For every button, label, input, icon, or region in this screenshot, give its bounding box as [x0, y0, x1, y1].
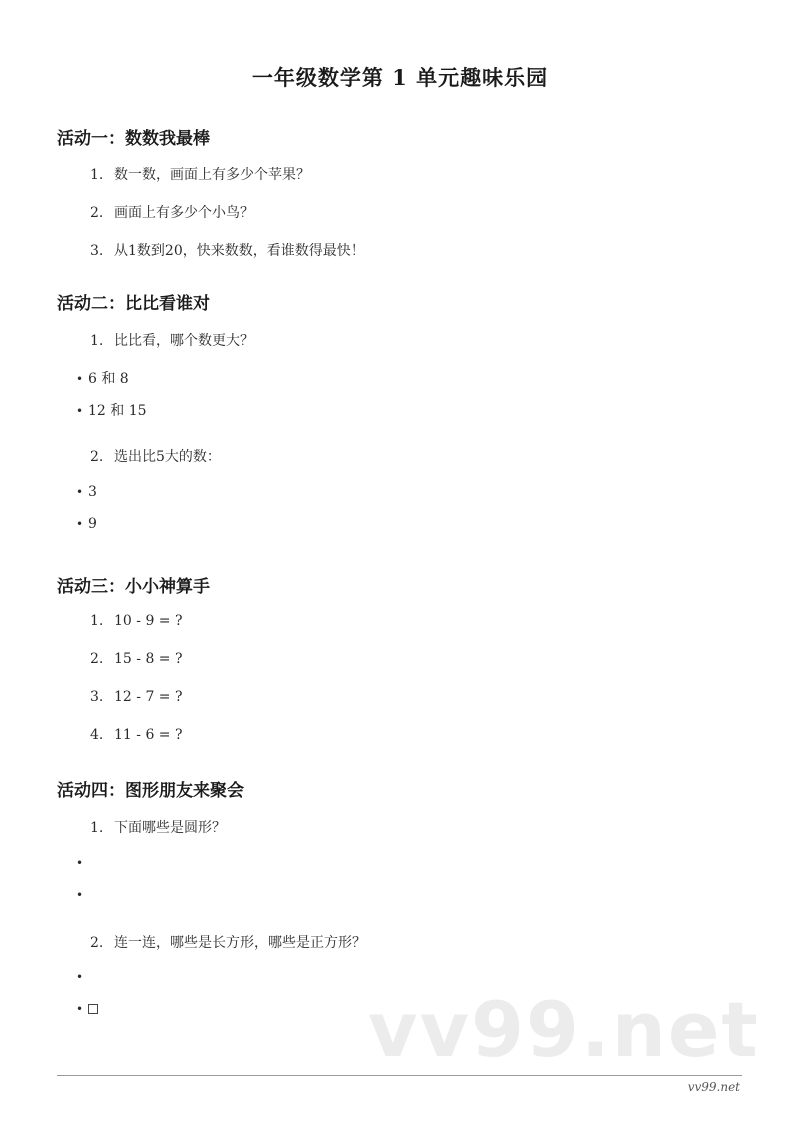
item-text: 数一数，画面上有多少个苹果？: [114, 167, 310, 183]
item-number: 2.: [90, 935, 104, 951]
item-text: 15 - 8 = ?: [114, 651, 183, 667]
bullet-text: 3: [88, 484, 97, 500]
bullet-dot: •: [76, 970, 84, 984]
item-text: 下面哪些是圆形？: [114, 820, 226, 836]
bullet-text: 9: [88, 516, 97, 532]
item-number: 1.: [90, 613, 104, 629]
section-heading-4: 活动四：图形朋友来聚会: [57, 781, 244, 801]
bullet-text: 6 和 8: [88, 371, 129, 387]
list-item: [90, 727, 183, 743]
item-number: 2.: [90, 449, 104, 465]
bullet-item: [76, 368, 129, 388]
item-number: 1.: [90, 167, 104, 183]
list-item: [90, 932, 366, 952]
bullet-dot: •: [76, 517, 84, 531]
item-number: 1.: [90, 820, 104, 836]
item-text: 比比看，哪个数更大？: [114, 333, 254, 349]
bullet-item: [76, 516, 97, 532]
page-title: 一年级数学第 1 单元趣味乐园: [251, 65, 549, 90]
list-item: [90, 202, 254, 222]
section-heading-3: 活动三：小小神算手: [57, 577, 210, 597]
watermark: vv99.net: [368, 985, 760, 1074]
item-text: 10 - 9 = ?: [114, 613, 183, 629]
bullet-dot: •: [76, 404, 84, 418]
item-text: 连一连，哪些是长方形，哪些是正方形？: [114, 935, 366, 951]
item-number: 3.: [90, 689, 104, 705]
footer-divider: [57, 1075, 742, 1076]
list-item: [90, 164, 310, 184]
bullet-item: [76, 969, 88, 985]
section-heading-2: 活动二：比比看谁对: [57, 294, 210, 314]
footer-site-label: vv99.net: [687, 1080, 740, 1094]
section-heading-1: 活动一：数数我最棒: [57, 129, 210, 149]
item-number: 4.: [90, 727, 104, 743]
list-item: [90, 613, 183, 629]
list-item: [90, 446, 221, 466]
item-text: 选出比5大的数：: [114, 449, 221, 465]
bullet-dot: •: [76, 1002, 84, 1016]
item-number: 2.: [90, 651, 104, 667]
bullet-dot: •: [76, 372, 84, 386]
bullet-dot: •: [76, 888, 84, 902]
list-item: [90, 689, 183, 705]
item-number: 2.: [90, 205, 104, 221]
bullet-item: [76, 1001, 98, 1017]
bullet-item: [76, 887, 88, 903]
bullet-item: [76, 484, 97, 500]
bullet-item: [76, 855, 88, 871]
item-text: 11 - 6 = ?: [114, 727, 183, 743]
item-text: 画面上有多少个小鸟？: [114, 205, 254, 221]
bullet-item: [76, 400, 147, 420]
list-item: [90, 651, 183, 667]
bullet-dot: •: [76, 485, 84, 499]
list-item: [90, 817, 226, 837]
item-number: 1.: [90, 333, 104, 349]
item-text: 从1数到20，快来数数，看谁数得最快！: [114, 243, 365, 259]
item-text: 12 - 7 = ?: [114, 689, 183, 705]
square-shape-icon: [88, 1004, 98, 1014]
bullet-dot: •: [76, 856, 84, 870]
item-number: 3.: [90, 243, 104, 259]
list-item: [90, 330, 254, 350]
bullet-text: 12 和 15: [88, 403, 147, 419]
list-item: [90, 240, 365, 260]
